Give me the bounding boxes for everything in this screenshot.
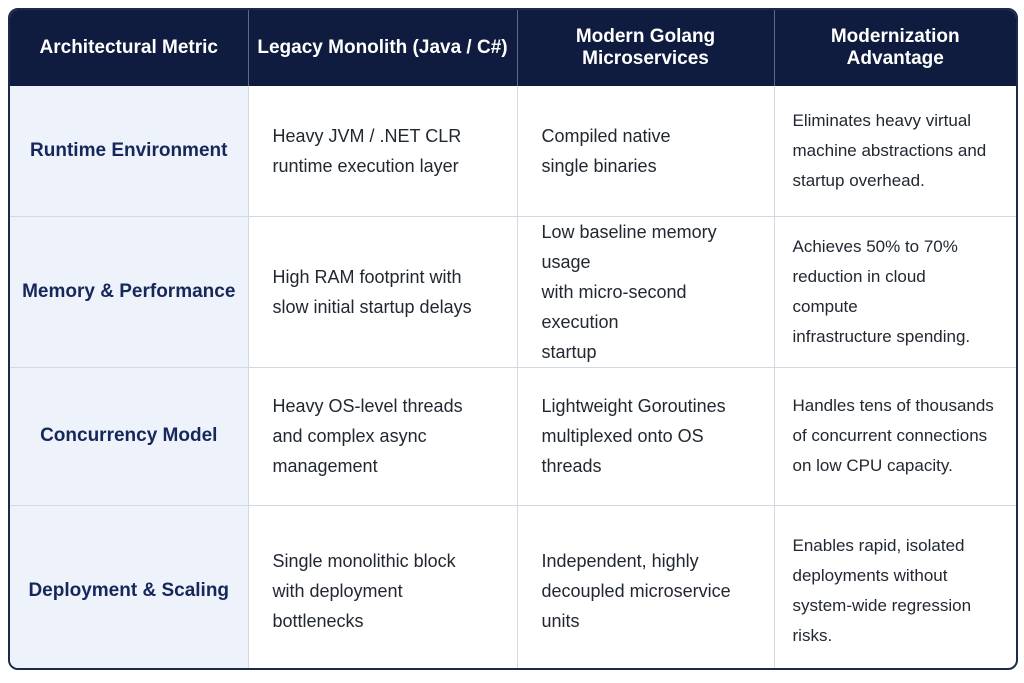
legacy-cell — [248, 216, 517, 367]
header-legacy-monolith: Legacy Monolith (Java / C#) — [248, 10, 517, 86]
metric-label: Runtime Environment — [30, 139, 228, 161]
metric-cell — [10, 216, 248, 367]
comparison-table — [10, 10, 1016, 670]
advantage-text: Eliminates heavy virtual machine abstractions and startup overhead. — [792, 110, 987, 190]
comparison-table-frame — [8, 8, 1018, 670]
modern-text: Independent, highly decoupled microservice units — [541, 551, 731, 632]
table-row — [10, 367, 1016, 505]
advantage-cell — [774, 505, 1016, 670]
table-row — [10, 86, 1016, 216]
advantage-text: Achieves 50% to 70% reduction in cloud compute infrastructure spending. — [792, 236, 971, 346]
header-architectural-metric: Architectural Metric — [10, 10, 248, 86]
advantage-cell — [774, 86, 1016, 216]
metric-label: Concurrency Model — [40, 425, 218, 446]
modern-cell — [517, 86, 774, 216]
modern-cell — [517, 367, 774, 505]
legacy-text: High RAM footprint with slow initial startup delays — [272, 266, 472, 317]
table-row — [10, 505, 1016, 670]
advantage-text: Enables rapid, isolated deployments without system-wide regression risks. — [792, 536, 972, 646]
modern-text: Low baseline memory usage with micro-second execution startup — [541, 221, 717, 362]
table-row — [10, 216, 1016, 367]
advantage-cell — [774, 367, 1016, 505]
modern-text: Compiled native single binaries — [541, 125, 671, 176]
header-modern-golang: Modern Golang Microservices — [517, 10, 774, 86]
legacy-cell — [248, 367, 517, 505]
metric-label: Memory & Performance — [22, 280, 236, 302]
modern-cell — [517, 216, 774, 367]
advantage-cell — [774, 216, 1016, 367]
metric-cell — [10, 505, 248, 670]
metric-cell — [10, 86, 248, 216]
header-row — [10, 10, 1016, 86]
header-modernization-advantage: Modernization Advantage — [774, 10, 1016, 86]
legacy-cell — [248, 505, 517, 670]
modern-cell — [517, 505, 774, 670]
modern-text: Lightweight Goroutines multiplexed onto OS threads — [541, 396, 726, 476]
legacy-text: Heavy OS-level threads and complex async management — [272, 396, 463, 476]
legacy-cell — [248, 86, 517, 216]
advantage-text: Handles tens of thousands of concurrent connections on low CPU capacity. — [792, 396, 994, 475]
metric-cell — [10, 367, 248, 505]
legacy-text: Single monolithic block with deployment bottlenecks — [272, 551, 456, 632]
legacy-text: Heavy JVM / .NET CLR runtime execution layer — [272, 125, 462, 176]
metric-label: Deployment & Scaling — [28, 580, 230, 602]
